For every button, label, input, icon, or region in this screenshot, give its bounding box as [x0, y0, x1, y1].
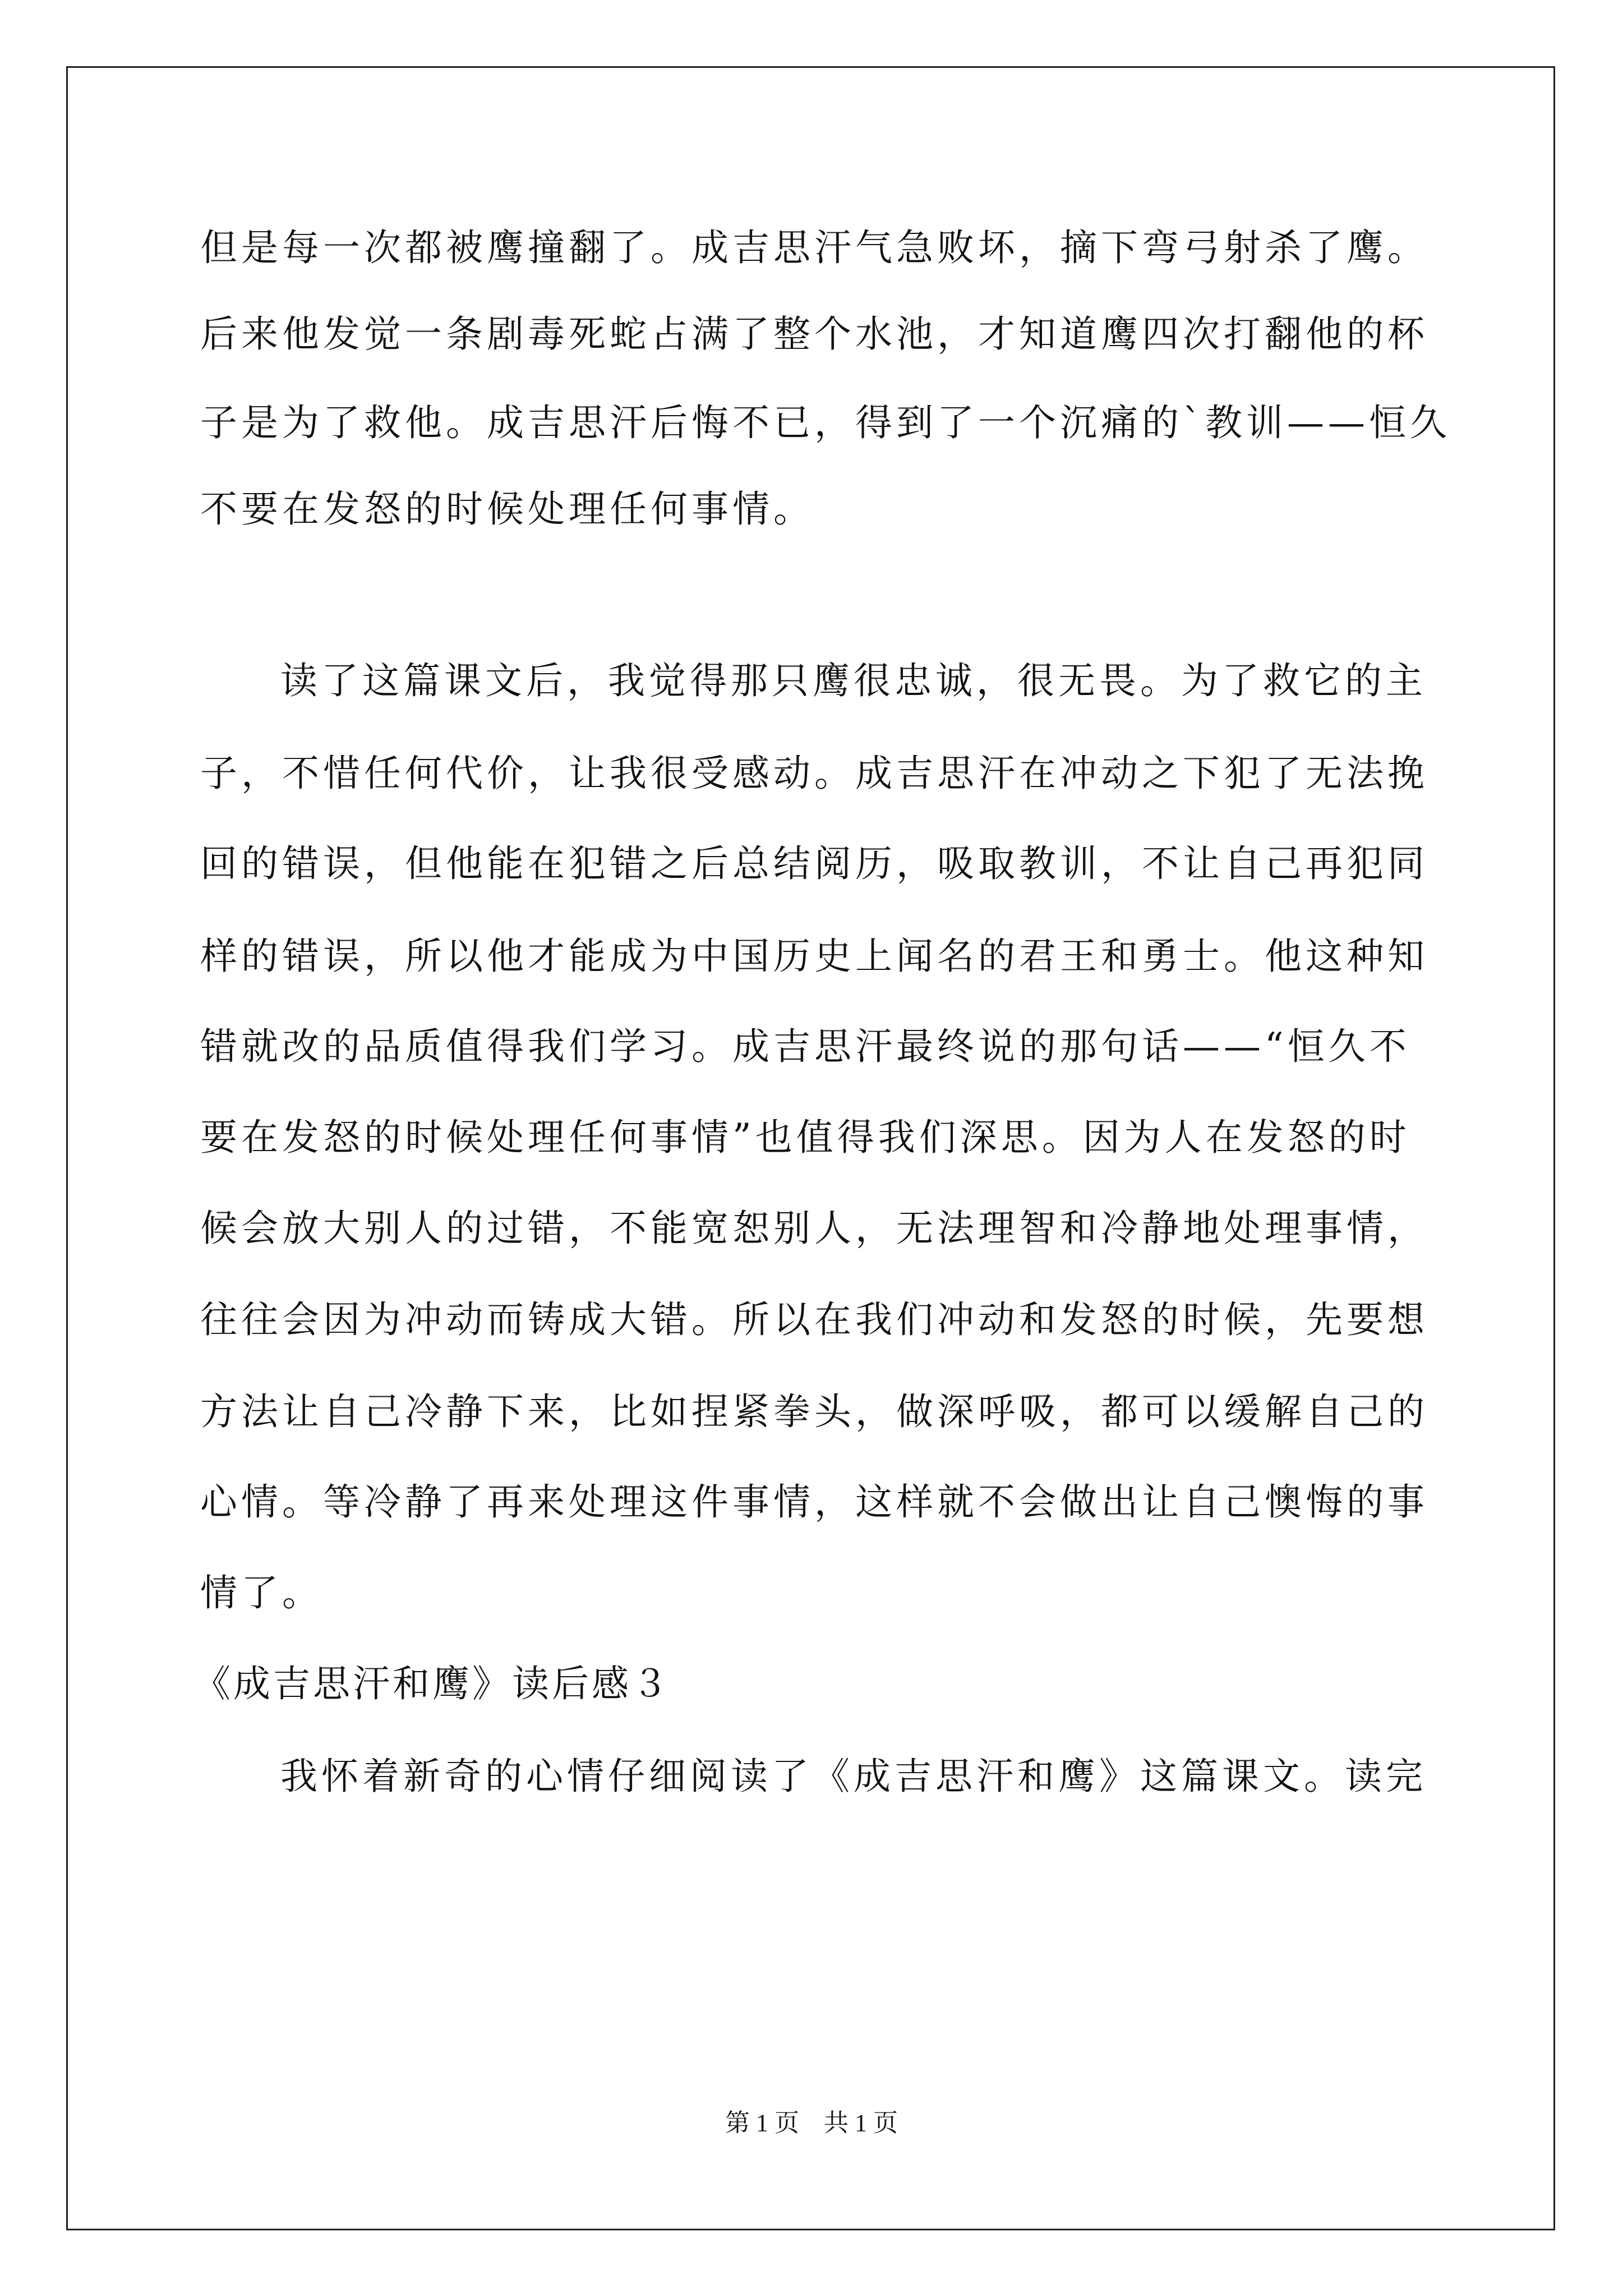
text-line: 情了。: [200, 1571, 323, 1614]
text-line: 不要在发怒的时候处理任何事情。: [200, 487, 814, 531]
text-line: 子，不惜任何代价，让我很受感动。成吉思汗在冲动之下犯了无法挽: [200, 752, 1428, 795]
text-line: 错就改的品质值得我们学习。成吉思汗最终说的那句话——“恒久不: [200, 1025, 1410, 1068]
text-line: 子是为了救他。成吉思汗后悔不已，得到了一个沉痛的`教训——恒久: [200, 401, 1451, 444]
text-line: 往往会因为冲动而铸成大错。所以在我们冲动和发怒的时候，先要想: [200, 1298, 1428, 1341]
text-line: 但是每一次都被鹰撞翻了。成吉思汗气急败坏，摘下弯弓射杀了鹰。: [200, 226, 1428, 269]
text-line: 读了这篇课文后，我觉得那只鹰很忠诚，很无畏。为了救它的主: [280, 659, 1427, 702]
text-line: 候会放大别人的过错，不能宽恕别人，无法理智和冷静地处理事情，: [200, 1207, 1428, 1250]
text-line: 样的错误，所以他才能成为中国历史上闻名的君王和勇士。他这种知: [200, 935, 1428, 978]
text-line: 后来他发觉一条剧毒死蛇占满了整个水池，才知道鹰四次打翻他的杯: [200, 312, 1428, 356]
section-heading: 《成吉思汗和鹰》读后感３: [193, 1662, 671, 1705]
text-line: 方法让自己冷静下来，比如捏紧拳头，做深呼吸，都可以缓解自己的: [200, 1390, 1428, 1433]
page-footer: 第 1 页 共 1 页: [725, 2109, 898, 2137]
text-line: 回的错误，但他能在犯错之后总结阅历，吸取教训，不让自己再犯同: [200, 842, 1428, 885]
text-line: 要在发怒的时候处理任何事情”也值得我们深思。因为人在发怒的时: [200, 1116, 1410, 1159]
text-line: 我怀着新奇的心情仔细阅读了《成吉思汗和鹰》这篇课文。读完: [280, 1755, 1427, 1798]
text-line: 心情。等冷静了再来处理这件事情，这样就不会做出让自己懊悔的事: [200, 1480, 1428, 1524]
